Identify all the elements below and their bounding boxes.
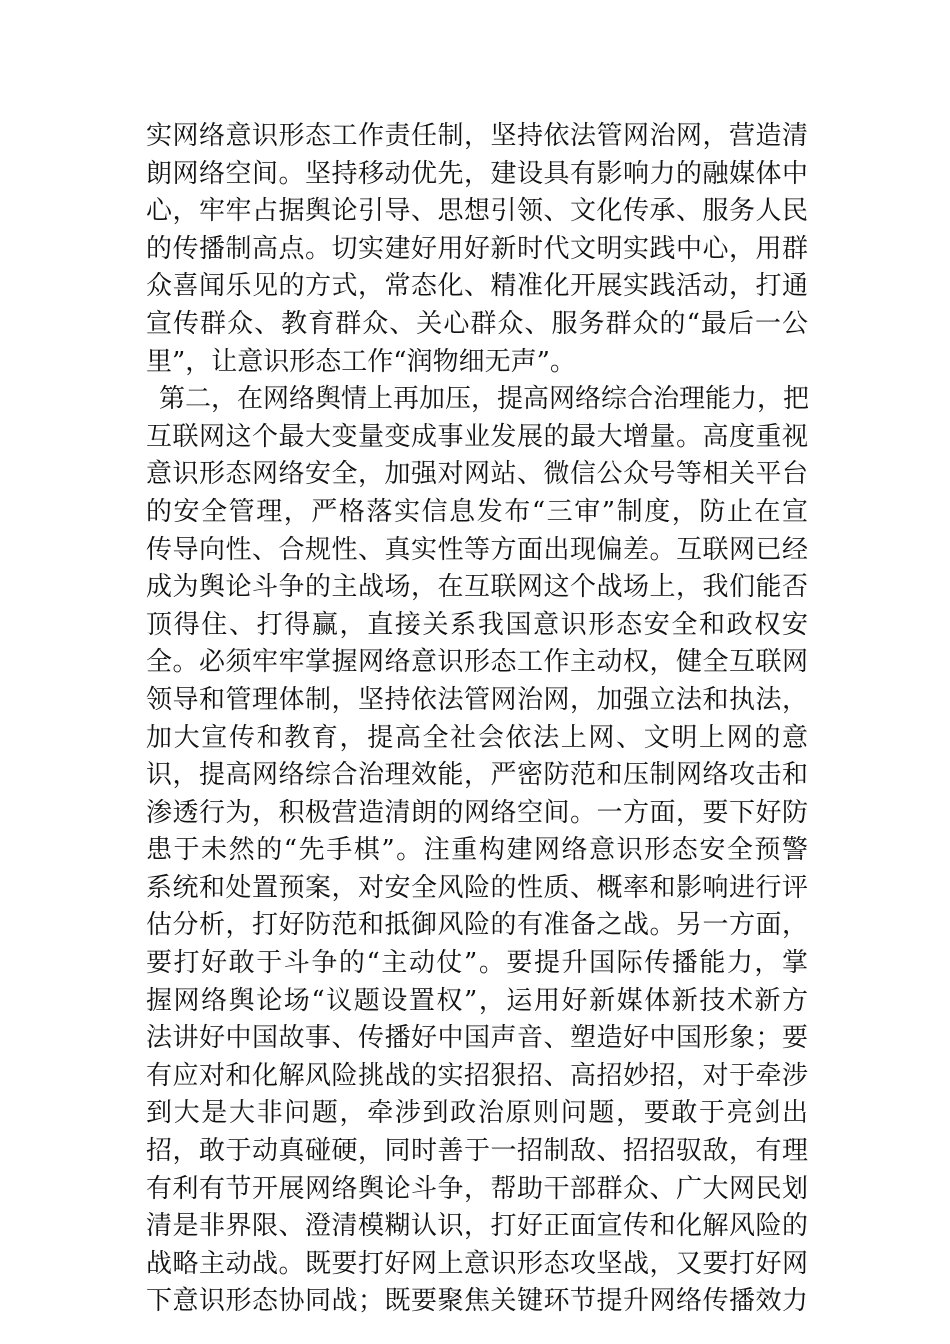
text-line: 全。必须牢牢掌握网络意识形态工作主动权，健全互联网 — [146, 647, 808, 678]
text-line: 心，牢牢占据舆论引导、思想引领、文化传承、服务人民 — [146, 196, 808, 227]
text-line: 识，提高网络综合治理效能，严密防范和压制网络攻击和 — [146, 760, 808, 791]
text-line: 到大是大非问题，牵涉到政治原则问题，要敢于亮剑出 — [146, 1098, 808, 1129]
text-line: 估分析，打好防范和抵御风险的有准备之战。另一方面， — [146, 910, 808, 941]
text-line: 传导向性、合规性、真实性等方面出现偏差。互联网已经 — [146, 534, 808, 565]
text-line: 有应对和化解风险挑战的实招狠招、高招妙招，对于牵涉 — [146, 1060, 808, 1091]
text-line: 战略主动战。既要打好网上意识形态攻坚战，又要打好网 — [146, 1248, 808, 1279]
text-line: 的安全管理，严格落实信息发布“三审”制度，防止在宣 — [146, 496, 808, 527]
text-line: 实网络意识形态工作责任制，坚持依法管网治网，营造清 — [146, 121, 808, 151]
text-line: 顶得住、打得赢，直接关系我国意识形态安全和政权安 — [146, 609, 808, 640]
text-line: 领导和管理体制，坚持依法管网治网，加强立法和执法， — [146, 684, 808, 715]
text-line: 意识形态网络安全，加强对网站、微信公众号等相关平台 — [146, 459, 808, 490]
text-line: 宣传群众、教育群众、关心群众、服务群众的“最后一公 — [146, 308, 808, 339]
text-line: 渗透行为，积极营造清朗的网络空间。一方面，要下好防 — [146, 797, 808, 828]
paragraph-start-line: 第二，在网络舆情上再加压，提高网络综合治理能力，把 — [159, 384, 810, 415]
text-line: 法讲好中国故事、传播好中国声音、塑造好中国形象；要 — [146, 1023, 808, 1054]
text-line: 加大宣传和教育，提高全社会依法上网、文明上网的意 — [146, 722, 808, 753]
text-line: 下意识形态协同战；既要聚焦关键环节提升网络传播效力 — [146, 1286, 808, 1317]
text-line: 众喜闻乐见的方式，常态化、精准化开展实践活动，打通 — [146, 271, 808, 302]
text-line: 招，敢于动真碰硬，同时善于一招制敌、招招驭敌，有理 — [146, 1136, 808, 1167]
text-line: 患于未然的“先手棋”。注重构建网络意识形态安全预警 — [146, 835, 808, 866]
text-line: 里”，让意识形态工作“润物细无声”。 — [146, 346, 576, 377]
text-line: 清是非界限、澄清模糊认识，打好正面宣传和化解风险的 — [146, 1211, 808, 1242]
text-line: 互联网这个最大变量变成事业发展的最大增量。高度重视 — [146, 421, 808, 452]
text-line: 握网络舆论场“议题设置权”，运用好新媒体新技术新方 — [146, 985, 808, 1016]
text-line: 朗网络空间。坚持移动优先，建设具有影响力的融媒体中 — [146, 158, 808, 189]
text-line: 有利有节开展网络舆论斗争，帮助干部群众、广大网民划 — [146, 1173, 808, 1204]
text-line: 系统和处置预案，对安全风险的性质、概率和影响进行评 — [146, 872, 808, 903]
text-line: 成为舆论斗争的主战场，在互联网这个战场上，我们能否 — [146, 572, 808, 603]
document-body-text — [146, 118, 808, 1321]
text-line: 的传播制高点。切实建好用好新时代文明实践中心，用群 — [146, 233, 808, 264]
text-line: 要打好敢于斗争的“主动仗”。要提升国际传播能力，掌 — [146, 948, 808, 979]
